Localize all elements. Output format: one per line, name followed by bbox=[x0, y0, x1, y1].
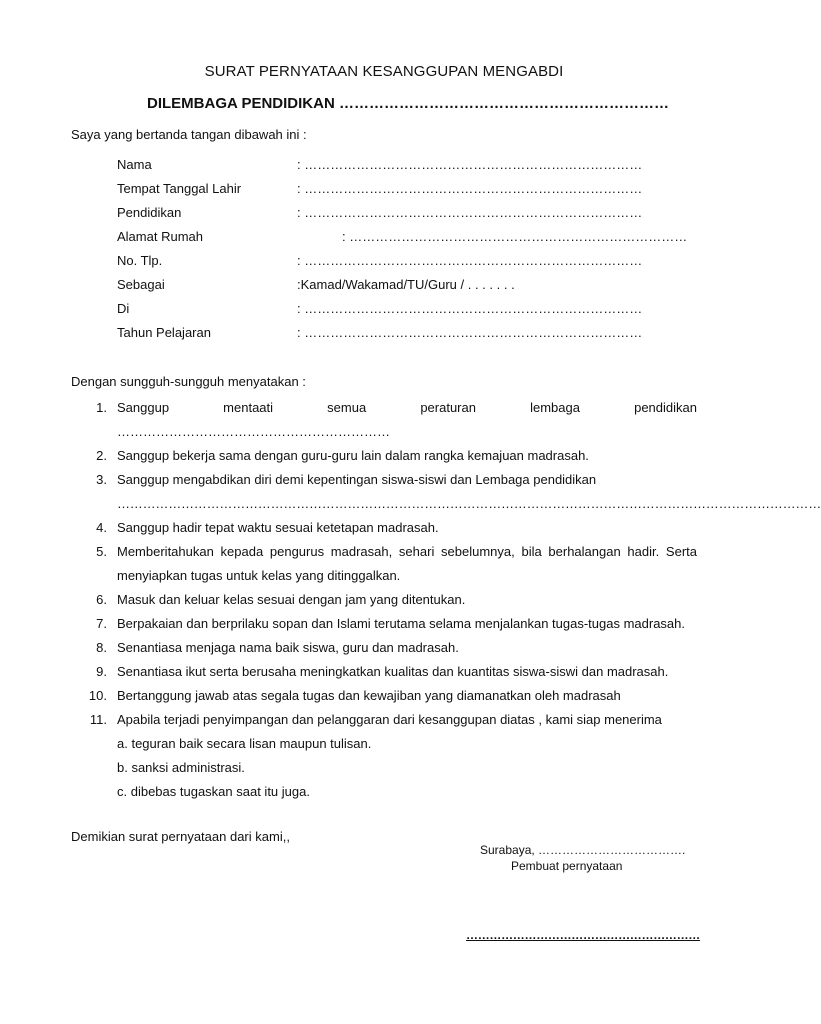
list-item bbox=[71, 396, 697, 444]
item-number: 4. bbox=[96, 520, 107, 535]
item-text: Senantiasa ikut serta berusaha meningkatkan kualitas dan kuantitas siswa-siswi dan madrasah. bbox=[117, 664, 669, 679]
item-number: 11. bbox=[89, 712, 107, 727]
list-item bbox=[71, 468, 821, 516]
item-number: 3. bbox=[96, 472, 107, 487]
list-item bbox=[71, 444, 697, 468]
item-text: Masuk dan keluar kelas sesuai dengan jam yang ditentukan. bbox=[117, 592, 466, 607]
list-item bbox=[71, 708, 697, 732]
item-number: 1. bbox=[96, 400, 107, 415]
field-row-alamat bbox=[117, 228, 688, 252]
field-value: : …………………………………………………………………… bbox=[297, 325, 643, 340]
item-text: Bertanggung jawab atas segala tugas dan kewajiban yang diamanatkan oleh madrasah bbox=[117, 688, 621, 703]
intro-text: Saya yang bertanda tangan dibawah ini : bbox=[71, 127, 307, 142]
document-title: SURAT PERNYATAAN KESANGGUPAN MENGABDI bbox=[204, 63, 564, 80]
item-number: 10. bbox=[88, 688, 107, 703]
item-number: 8. bbox=[96, 640, 107, 655]
list-item bbox=[71, 516, 697, 540]
item-text: Senantiasa menjaga nama baik siswa, guru dan madrasah. bbox=[117, 640, 459, 655]
field-value: : …………………………………………………………………… bbox=[342, 229, 688, 244]
field-label: Tempat Tanggal Lahir bbox=[117, 181, 242, 196]
document-subtitle: DILEMBAGA PENDIDIKAN ………………………………………………………… bbox=[147, 95, 669, 112]
item-text: Sanggup mengabdikan diri demi kepentingan siswa-siswi dan Lembaga pendidikan bbox=[117, 472, 597, 487]
item-number: 6. bbox=[96, 592, 107, 607]
item-text: Memberitahukan kepada pengurus madrasah, sehari sebelumnya, bila berhalangan hadir. Serta menyiapkan tugas untuk kelas yang ditinggalkan. bbox=[117, 544, 697, 583]
item-number: 9. bbox=[96, 664, 107, 679]
field-label: Alamat Rumah bbox=[117, 229, 203, 244]
item-text: Apabila terjadi penyimpangan dan pelanggaran dari kesanggupan diatas , kami siap menerima bbox=[117, 712, 662, 727]
field-label: Nama bbox=[117, 157, 152, 172]
list-item bbox=[71, 684, 697, 708]
field-label: No. Tlp. bbox=[117, 253, 163, 268]
identity-fields bbox=[117, 156, 688, 348]
field-value: : …………………………………………………………………… bbox=[297, 253, 643, 268]
field-row-ttl bbox=[117, 180, 677, 204]
item-number: 5. bbox=[96, 544, 107, 559]
item-number: 2. bbox=[96, 448, 107, 463]
field-value: : …………………………………………………………………… bbox=[297, 157, 643, 172]
field-row-telepon bbox=[117, 252, 677, 276]
list-item bbox=[71, 636, 697, 660]
field-label: Pendidikan bbox=[117, 205, 182, 220]
list-item bbox=[71, 660, 697, 684]
place-date: Surabaya, ………………………………. bbox=[480, 843, 686, 857]
commitment-list bbox=[71, 396, 821, 804]
field-value: : …………………………………………………………………… bbox=[297, 205, 643, 220]
list-item bbox=[71, 588, 697, 612]
field-label: Tahun Pelajaran bbox=[117, 325, 211, 340]
sub-item: b. sanksi administrasi. bbox=[117, 760, 245, 775]
item-number: 7. bbox=[96, 616, 107, 631]
item-text: Berpakaian dan berprilaku sopan dan Islami terutama selama menjalankan tugas-tugas madrasah. bbox=[117, 616, 685, 631]
field-row-nama bbox=[117, 156, 677, 180]
field-label: Di bbox=[117, 301, 130, 316]
closing-text: Demikian surat pernyataan dari kami,, bbox=[71, 829, 290, 844]
field-row-tahun-pelajaran bbox=[117, 324, 677, 348]
list-item bbox=[71, 540, 697, 588]
signature-line: …………………………………………………… bbox=[466, 928, 701, 942]
list-item bbox=[71, 612, 697, 636]
field-row-di bbox=[117, 300, 677, 324]
statement-heading: Dengan sungguh-sungguh menyatakan : bbox=[71, 374, 306, 389]
field-label: Sebagai bbox=[117, 277, 165, 292]
maker-label: Pembuat pernyataan bbox=[511, 859, 623, 873]
item-continuation: ………………………………………………………………………………………………………………………………………………… bbox=[117, 496, 821, 511]
field-row-sebagai bbox=[117, 276, 677, 300]
sub-item: c. dibebas tugaskan saat itu juga. bbox=[117, 784, 310, 799]
field-row-pendidikan bbox=[117, 204, 677, 228]
field-value: : …………………………………………………………………… bbox=[297, 301, 643, 316]
item-text: Sanggup bekerja sama dengan guru-guru lain dalam rangka kemajuan madrasah. bbox=[117, 448, 589, 463]
item-text: Sanggup hadir tepat waktu sesuai ketetapan madrasah. bbox=[117, 520, 439, 535]
item-text: Sanggup mentaati semua peraturan lembaga pendidikan ……………………………………………………… bbox=[117, 400, 697, 439]
sub-item: a. teguran baik secara lisan maupun tulisan. bbox=[117, 736, 372, 751]
field-value: :Kamad/Wakamad/TU/Guru / . . . . . . . bbox=[297, 277, 515, 292]
field-value: : …………………………………………………………………… bbox=[297, 181, 643, 196]
